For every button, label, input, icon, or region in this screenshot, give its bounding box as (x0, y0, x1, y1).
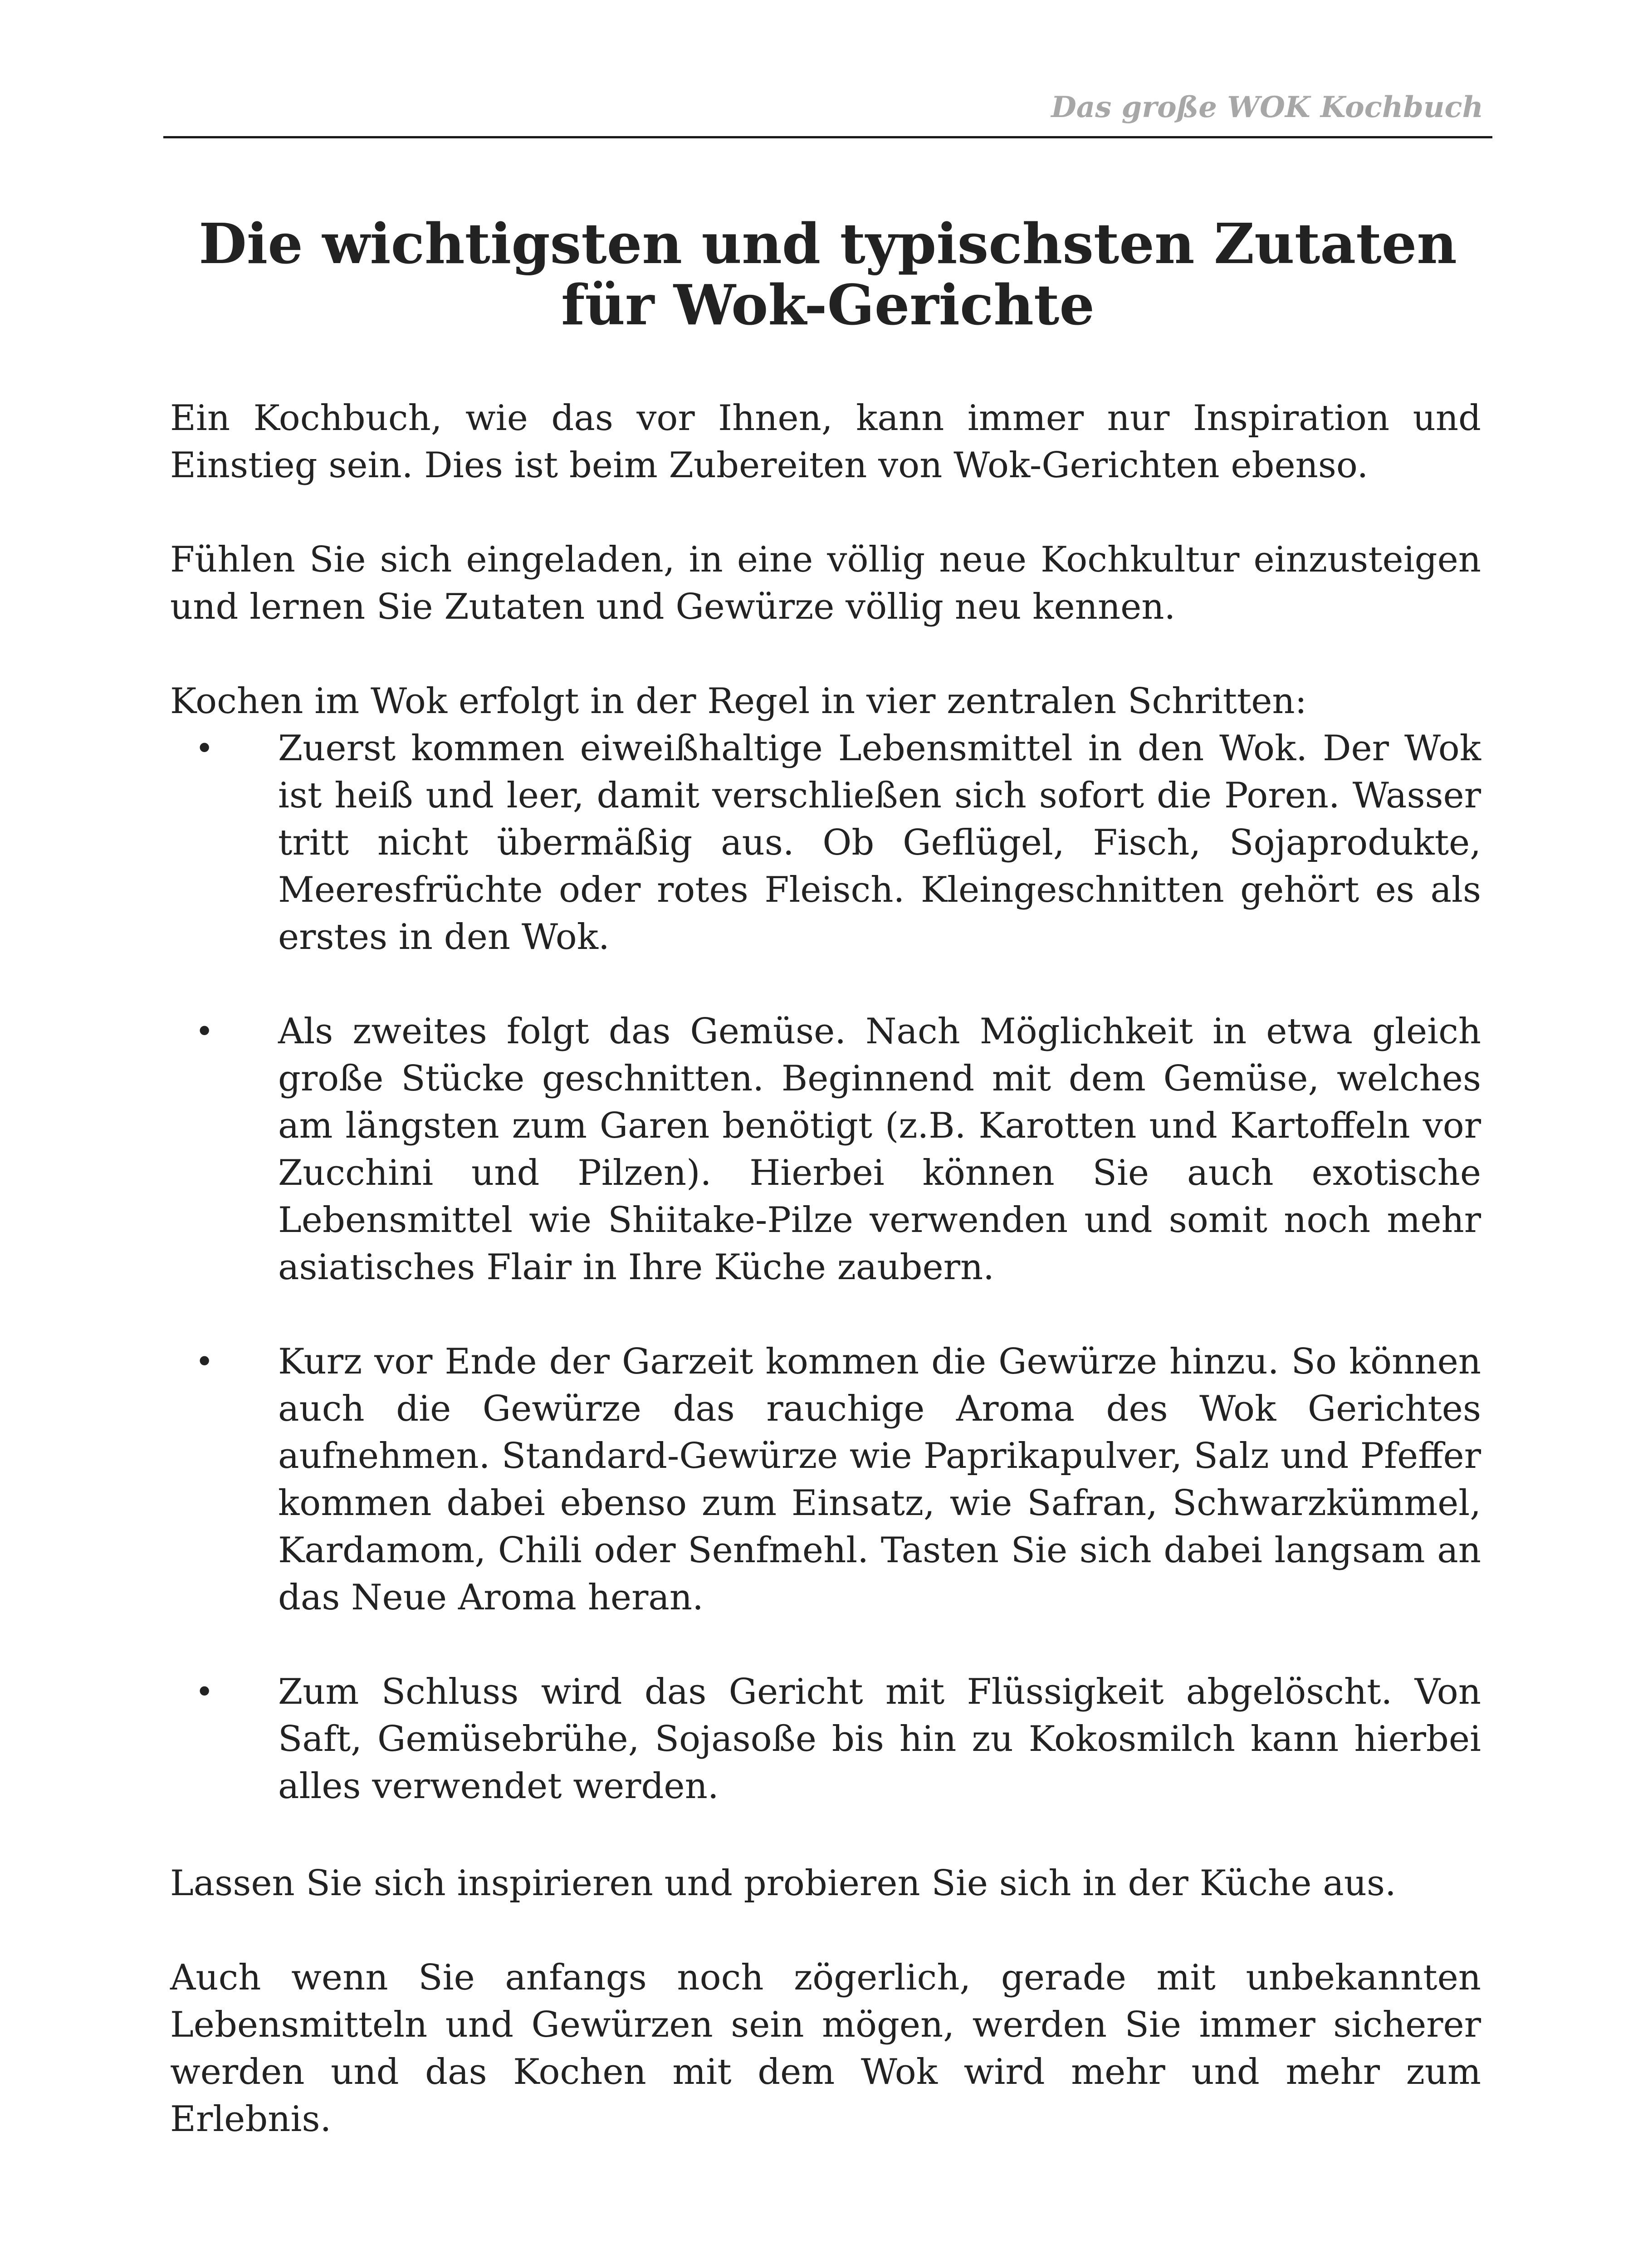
list-item (170, 1008, 1481, 1291)
list-item-text: Zum Schluss wird das Gericht mit Flüssigkeit abgelöscht. Von Saft, Gemüsebrühe, Sojasoße bis hin zu Kokosmilch kann hierbei alles verwendet werden. (278, 1672, 1481, 1807)
list-item (170, 725, 1481, 961)
intro-paragraph-3: Kochen im Wok erfolgt in der Regel in vier zentralen Schritten: (170, 681, 1307, 722)
outro-paragraph-2: Auch wenn Sie anfangs noch zögerlich, gerade mit unbekannten Lebensmitteln und Gewürzen sein mögen, werden Sie immer sicherer werden und das Kochen mit dem Wok wird mehr und mehr zum Erlebnis. (170, 1957, 1481, 2140)
intro-paragraph-2: Fühlen Sie sich eingeladen, in eine völlig neue Kochkultur einzusteigen und lernen Sie Zutaten und Gewürze völlig neu kennen. (170, 539, 1481, 627)
list-item-text: Zuerst kommen eiweißhaltige Lebensmittel in den Wok. Der Wok ist heiß und leer, damit verschließen sich sofort die Poren. Wasser tritt nicht übermäßig aus. Ob Geflügel, Fisch, Sojaprodukte, Meeresfrüchte oder rotes Fleisch. Kleingeschnitten gehört es als erstes in den Wok. (278, 728, 1481, 958)
outro-paragraph-1: Lassen Sie sich inspirieren und probieren Sie sich in der Küche aus. (170, 1863, 1396, 1904)
bullet-icon: • (195, 1343, 214, 1380)
list-item (170, 1668, 1481, 1810)
bullet-icon: • (195, 1013, 214, 1050)
running-header: Das große WOK Kochbuch (1051, 90, 1483, 124)
header-rule (163, 136, 1492, 138)
list-item (170, 1338, 1481, 1621)
chapter-title-line-2: für Wok-Gerichte (561, 272, 1095, 337)
chapter-title-line-1: Die wichtigsten und typischsten Zutaten (199, 211, 1457, 276)
intro-paragraph-1: Ein Kochbuch, wie das vor Ihnen, kann immer nur Inspiration und Einstieg sein. Dies ist beim Zubereiten von Wok-Gerichten ebenso. (170, 398, 1481, 486)
bullet-icon: • (195, 730, 214, 767)
list-item-text: Kurz vor Ende der Garzeit kommen die Gewürze hinzu. So können auch die Gewürze das rauchige Aroma des Wok Gerichtes aufnehmen. Standard-Gewürze wie Paprikapulver, Salz und Pfeffer kommen dabei ebenso zum Einsatz, wie Safran, Schwarzkümmel, Kardamom, Chili oder Senfmehl. Tasten Sie sich dabei langsam an das Neue Aroma heran. (278, 1341, 1481, 1618)
chapter-title (163, 213, 1492, 336)
list-item-text: Als zweites folgt das Gemüse. Nach Möglichkeit in etwa gleich große Stücke geschnitten. Beginnend mit dem Gemüse, welches am längsten zum Garen benötigt (z.B. Karotten und Kartoffeln vor Zucchini und Pilzen). Hierbei können Sie auch exotische Lebensmittel wie Shiitake-Pilze verwenden und somit noch mehr asiatisches Flair in Ihre Küche zaubern. (278, 1011, 1481, 1288)
bullet-icon: • (195, 1673, 214, 1711)
steps-list (170, 725, 1481, 1810)
body-text (170, 395, 1481, 2143)
